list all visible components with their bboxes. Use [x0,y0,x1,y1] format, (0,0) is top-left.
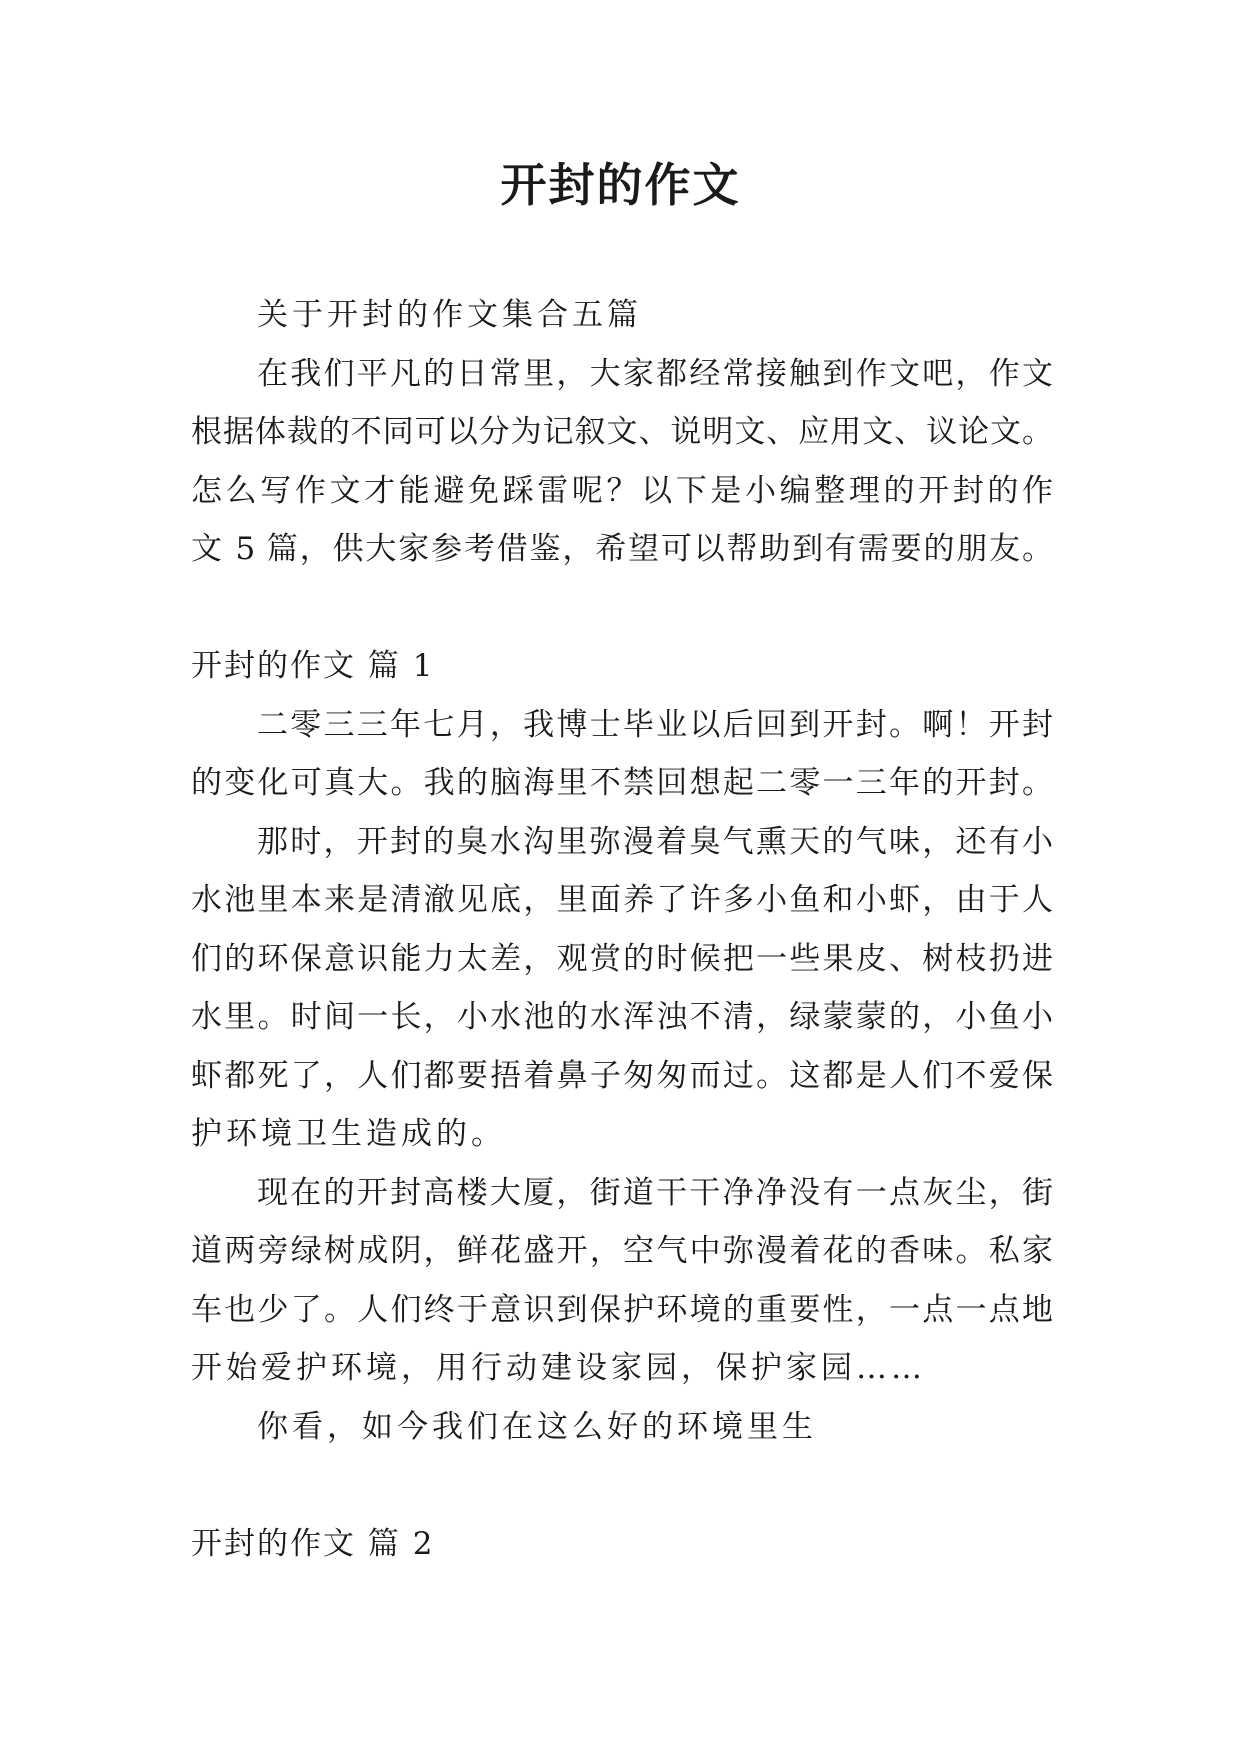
paragraph-line: 水池里本来是清澈见底，里面养了许多小鱼和小虾，由于人 [191,882,1053,918]
intro-line: 文 5 篇，供大家参考借鉴，希望可以帮助到有需要的朋友。 [191,531,1053,567]
paragraph-line: 水里。时间一长，小水池的水浑浊不清，绿蒙蒙的，小鱼小 [191,999,1053,1035]
spacer [191,1456,1053,1515]
document-title: 开封的作文 [500,158,741,212]
paragraph-line: 虾都死了，人们都要捂着鼻子匆匆而过。这都是人们不爱保 [191,1057,1053,1094]
paragraph-line: 道两旁绿树成阴，鲜花盛开，空气中弥漫着花的香味。私家 [191,1233,1053,1269]
paragraph-line: 开始爱护环境，用行动建设家园，保护家园…… [191,1350,926,1386]
paragraph-line: 们的环保意识能力太差，观赏的时候把一些果皮、树枝扔进 [191,940,1053,977]
paragraph-line: 你看，如今我们在这么好的环境里生 [257,1408,817,1445]
section-heading-2: 开封的作文 篇 2 [191,1525,435,1562]
paragraph-line: 护环境卫生造成的。 [191,1116,506,1152]
intro-line: 根据体裁的不同可以分为记叙文、说明文、应用文、议论文。 [191,414,1053,450]
paragraph-line: 那时，开封的臭水沟里弥漫着臭气熏天的气味，还有小 [257,823,1053,860]
paragraph-line: 车也少了。人们终于意识到保护环境的重要性，一点一点地 [191,1291,1053,1328]
paragraph-line: 二零三三年七月，我博士毕业以后回到开封。啊！开封 [257,706,1053,743]
spacer [191,579,1053,638]
paragraph-line: 现在的开封高楼大厦，街道干干净净没有一点灰尘，街 [257,1174,1053,1211]
section-heading-1: 开封的作文 篇 1 [191,648,435,684]
document-body [191,286,1053,1573]
paragraph-line: 的变化可真大。我的脑海里不禁回想起二零一三年的开封。 [191,765,1053,801]
intro-line: 怎么写作文才能避免踩雷呢？以下是小编整理的开封的作 [191,472,1053,509]
intro-title: 关于开封的作文集合五篇 [257,297,642,333]
intro-line: 在我们平凡的日常里，大家都经常接触到作文吧，作文 [257,355,1053,392]
